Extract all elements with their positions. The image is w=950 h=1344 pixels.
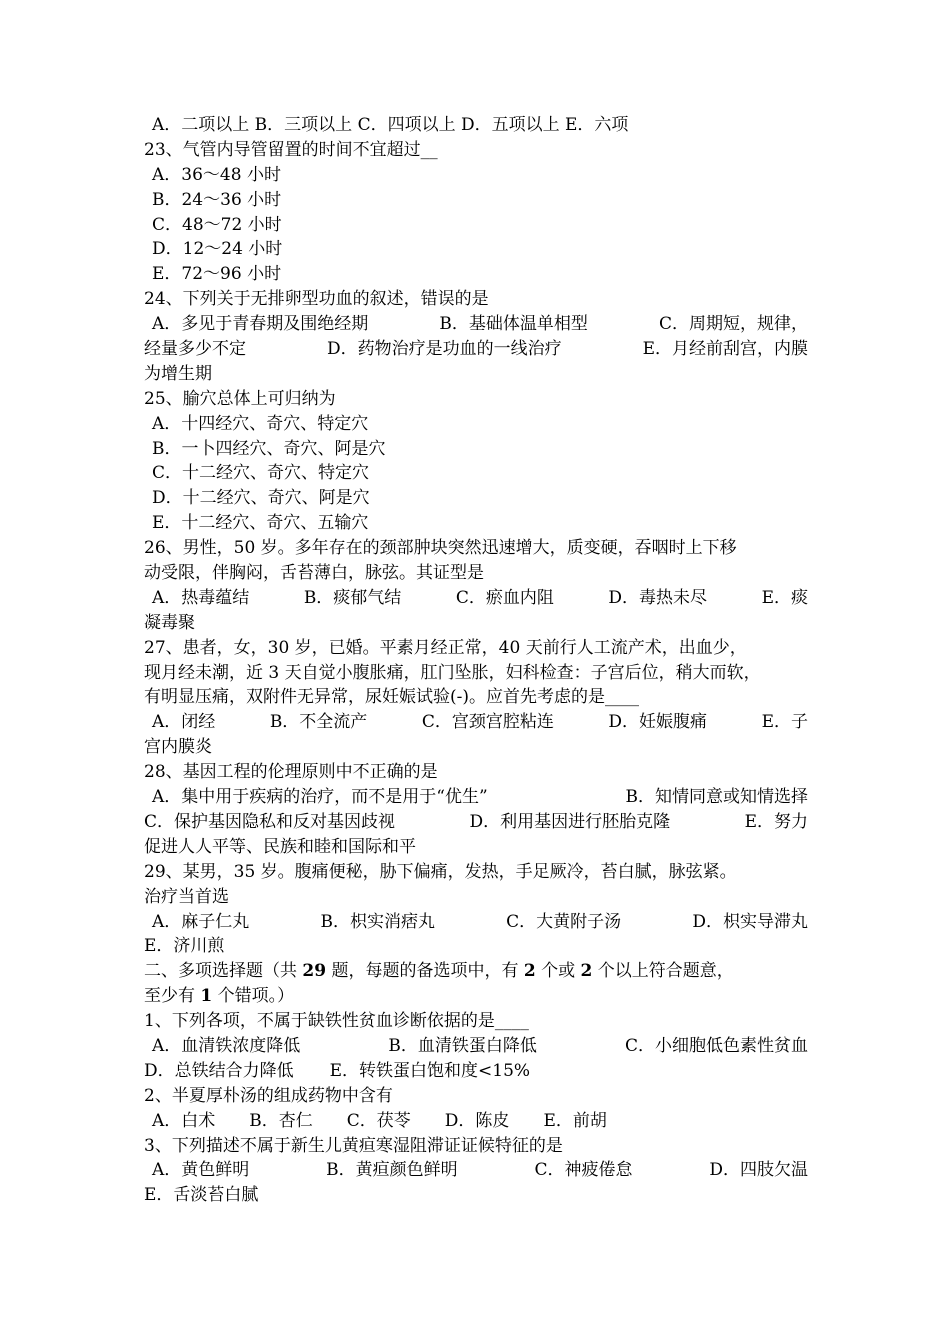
section2-heading-text: 题，每题的备选项中，有 <box>326 961 524 982</box>
section2-question-count: 29 <box>302 961 327 982</box>
q24-option-b: B．基础体温单相型 <box>439 314 588 335</box>
q24-option-e-cont: 为增生期 <box>144 363 212 384</box>
q28-option-e: E．努力 <box>744 811 808 832</box>
section2-number: 2 <box>523 961 536 982</box>
section2-heading-text: 个错项。） <box>212 986 295 1007</box>
q24-option-c: C．周期短，规律， <box>658 314 808 335</box>
section2-heading-text: 至少有 <box>144 986 201 1007</box>
q29-stem-line2: 治疗当首选 <box>144 886 229 907</box>
q25-option-c: C．十二经穴、奇穴、特定穴 <box>152 463 370 484</box>
q25-option-b: B．一卜四经穴、奇穴、阿是穴 <box>152 438 386 459</box>
q29-stem-line1: 29、某男，35 岁。腹痛便秘，胁下偏痛，发热，手足厥冷，苔白腻，脉弦紧。 <box>144 861 737 882</box>
q29-option-a: A．麻子仁丸 <box>152 911 250 932</box>
section2-heading-text: 个或 <box>535 961 581 982</box>
m2-option-a: A．白术 <box>152 1110 216 1131</box>
document-page <box>144 113 808 1208</box>
q26-stem-line2: 动受限，伴胸闷，舌苔薄白，脉弦。其证型是 <box>144 563 484 584</box>
q24-option-a: A．多见于青春期及围绝经期 <box>152 314 369 335</box>
m3-options-row1 <box>144 1158 808 1183</box>
section2-number: 1 <box>200 986 213 1007</box>
q26-option-e: E．痰 <box>761 587 808 608</box>
q24-options-row1 <box>144 312 808 337</box>
q24-option-e: E．月经前刮宫，内膜 <box>642 339 808 360</box>
q22-options: A．二项以上 B．三项以上 C．四项以上 D．五项以上 E．六项 <box>152 115 629 135</box>
q28-option-e-cont: 促进人人平等、民族和睦和国际和平 <box>144 836 416 857</box>
q28-option-a: A．集中用于疾病的治疗，而不是用于“优生” <box>152 787 488 808</box>
m3-option-e: E．舌淡苔白腻 <box>144 1185 259 1206</box>
q27-stem-line3: 有明显压痛，双附件无异常，尿妊娠试验(-)。应首先考虑的是____ <box>144 687 640 708</box>
m1-option-a: A．血清铁浓度降低 <box>152 1035 301 1056</box>
q26-option-c: C．瘀血内阻 <box>455 587 554 608</box>
m2-option-c: C．茯苓 <box>346 1110 411 1131</box>
q27-option-b: B．不全流产 <box>269 712 368 733</box>
section2-heading-line1 <box>144 959 808 984</box>
q29-option-b: B．枳实消痞丸 <box>320 911 435 932</box>
m3-option-b: B．黄疸颜色鲜明 <box>326 1160 458 1181</box>
section2-heading-line2 <box>144 984 808 1009</box>
m1-stem: 1、下列各项，不属于缺铁性贫血诊断依据的是____ <box>144 1011 529 1032</box>
q23-option-c: C．48～72 小时 <box>152 214 282 235</box>
section2-heading-text: 二、多项选择题（共 <box>144 961 303 982</box>
m2-stem: 2、半夏厚朴汤的组成药物中含有 <box>144 1085 393 1106</box>
q26-stem-line1: 26、男性，50 岁。多年存在的颈部肿块突然迅速增大，质变硬，吞咽时上下移 <box>144 538 737 559</box>
q24-stem: 24、下列关于无排卵型功血的叙述，错误的是 <box>144 289 489 310</box>
q28-options-row1 <box>144 785 808 810</box>
q25-stem: 25、腧穴总体上可归纳为 <box>144 388 336 409</box>
m3-option-c: C．神疲倦怠 <box>534 1160 633 1181</box>
m3-option-a: A．黄色鲜明 <box>152 1160 250 1181</box>
q25-option-d: D．十二经穴、奇穴、阿是穴 <box>152 488 370 509</box>
q29-option-c: C．大黄附子汤 <box>506 911 622 932</box>
q29-options-row1 <box>144 910 808 935</box>
m3-stem: 3、下列描述不属于新生儿黄疸寒湿阻滞证证候特征的是 <box>144 1135 563 1156</box>
m1-option-e: E．转铁蛋白饱和度<15% <box>329 1060 531 1081</box>
q27-stem-line1: 27、患者，女，30 岁，已婚。平素月经正常，40 天前行人工流产术，出血少， <box>144 637 747 658</box>
m1-options-row1 <box>144 1034 808 1059</box>
q28-option-b: B．知情同意或知情选择 <box>625 787 808 808</box>
q26-options-row1 <box>144 586 808 611</box>
q28-option-d: D．利用基因进行胚胎克隆 <box>469 811 671 832</box>
m2-options-row <box>144 1109 808 1134</box>
m2-option-b: B．杏仁 <box>249 1110 313 1131</box>
q23-option-a: A．36～48 小时 <box>152 164 281 185</box>
q27-options-row1 <box>144 710 808 735</box>
m2-option-d: D．陈皮 <box>444 1110 510 1131</box>
m3-option-d: D．四肢欠温 <box>709 1160 808 1181</box>
q26-option-e-cont: 凝毒聚 <box>144 612 195 633</box>
q23-option-e: E．72～96 小时 <box>152 264 282 285</box>
m1-option-c: C．小细胞低色素性贫血 <box>624 1035 808 1056</box>
q25-option-a: A．十四经穴、奇穴、特定穴 <box>152 413 369 434</box>
q26-option-d: D．毒热未尽 <box>608 587 708 608</box>
q28-option-c: C．保护基因隐私和反对基因歧视 <box>144 811 396 832</box>
q24-option-c-cont: 经量多少不定 <box>144 339 246 360</box>
m2-option-e: E．前胡 <box>543 1110 607 1131</box>
q27-option-e-cont: 宫内膜炎 <box>144 737 212 758</box>
q23-option-d: D．12～24 小时 <box>152 239 283 260</box>
q27-option-e: E．子 <box>761 712 808 733</box>
q27-stem-line2: 现月经未潮，近 3 天自觉小腹胀痛，肛门坠胀，妇科检查：子宫后位，稍大而软， <box>144 662 761 683</box>
q28-options-row2 <box>144 810 808 835</box>
q25-option-e: E．十二经穴、奇穴、五输穴 <box>152 513 369 534</box>
m1-option-d: D．总铁结合力降低 <box>144 1060 294 1081</box>
q23-stem: 23、气管内导管留置的时间不宜超过__ <box>144 139 438 160</box>
q27-option-d: D．妊娠腹痛 <box>608 712 708 733</box>
m1-options-row2 <box>144 1059 808 1084</box>
q28-stem: 28、基因工程的伦理原则中不正确的是 <box>144 762 438 783</box>
q29-option-d: D．枳实导滞丸 <box>692 911 808 932</box>
m1-option-b: B．血清铁蛋白降低 <box>388 1035 537 1056</box>
q24-option-d: D．药物治疗是功血的一线治疗 <box>326 339 562 360</box>
section2-number: 2 <box>580 961 593 982</box>
q26-option-a: A．热毒蕴结 <box>152 587 250 608</box>
q29-option-e: E．济川煎 <box>144 936 225 957</box>
q27-option-a: A．闭经 <box>152 712 216 733</box>
q24-options-row2 <box>144 337 808 362</box>
q26-option-b: B．痰郁气结 <box>303 587 402 608</box>
q23-option-b: B．24～36 小时 <box>152 189 282 210</box>
q27-option-c: C．宫颈宫腔粘连 <box>421 712 554 733</box>
section2-heading-text: 个以上符合题意， <box>592 961 734 982</box>
